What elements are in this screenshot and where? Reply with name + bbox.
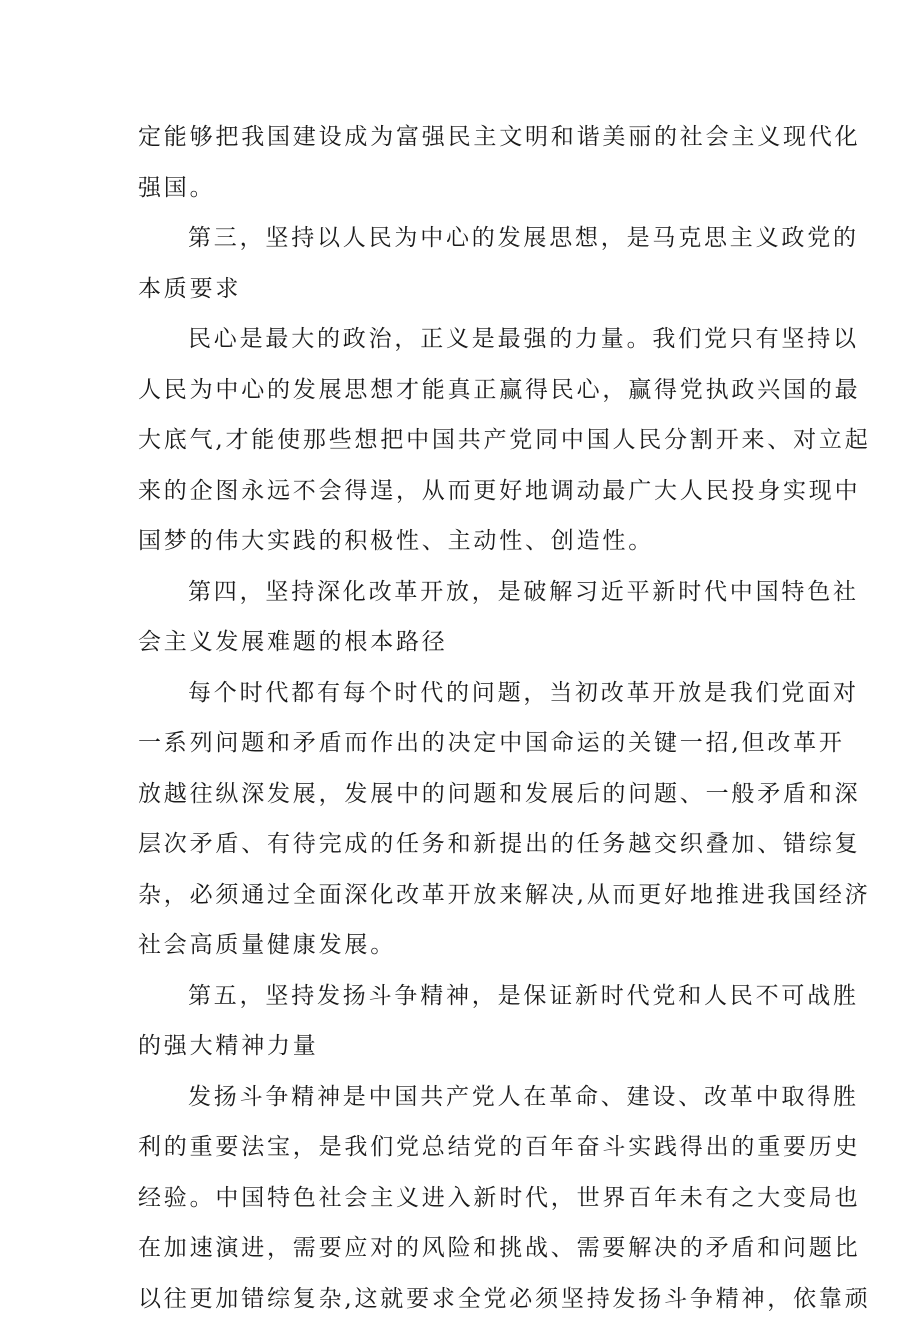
text-line: 定能够把我国建设成为富强民主文明和谐美丽的社会主义现代化 [138,112,793,163]
text-line: 人民为中心的发展思想才能真正赢得民心，赢得党执政兴国的最 [138,365,793,416]
text-line: 在加速演进，需要应对的风险和挑战、需要解决的矛盾和问题比 [138,1223,793,1274]
section-heading-line: 第三，坚持以人民为中心的发展思想，是马克思主义政党的 [138,213,793,264]
text-line: 国梦的伟大实践的积极性、主动性、创造性。 [138,516,793,567]
text-line: 来的企图永远不会得逞，从而更好地调动最广大人民投身实现中 [138,466,793,517]
text-line: 强国。 [138,163,793,214]
text-line: 民心是最大的政治，正义是最强的力量。我们党只有坚持以 [138,314,793,365]
text-line: 放越往纵深发展，发展中的问题和发展后的问题、一般矛盾和深 [138,769,793,820]
section-heading-line: 的强大精神力量 [138,1021,793,1072]
text-line: 社会高质量健康发展。 [138,920,793,971]
text-line: 层次矛盾、有待完成的任务和新提出的任务越交织叠加、错综复 [138,819,793,870]
document-body [138,112,793,1324]
section-heading-line: 第四，坚持深化改革开放，是破解习近平新时代中国特色社 [138,567,793,618]
text-line: 大底气,才能使那些想把中国共产党同中国人民分割开来、对立起 [138,415,793,466]
text-line: 利的重要法宝，是我们党总结党的百年奋斗实践得出的重要历史 [138,1122,793,1173]
text-line: 经验。中国特色社会主义进入新时代，世界百年未有之大变局也 [138,1173,793,1224]
section-heading-line: 第五，坚持发扬斗争精神，是保证新时代党和人民不可战胜 [138,971,793,1022]
text-line: 发扬斗争精神是中国共产党人在革命、建设、改革中取得胜 [138,1072,793,1123]
text-line: 一系列问题和矛盾而作出的决定中国命运的关键一招,但改革开 [138,718,793,769]
text-line: 杂，必须通过全面深化改革开放来解决,从而更好地推进我国经济 [138,870,793,921]
text-line: 每个时代都有每个时代的问题，当初改革开放是我们党面对 [138,668,793,719]
text-line: 以往更加错综复杂,这就要求全党必须坚持发扬斗争精神，依靠顽 [138,1274,793,1324]
section-heading-line: 会主义发展难题的根本路径 [138,617,793,668]
section-heading-line: 本质要求 [138,264,793,315]
